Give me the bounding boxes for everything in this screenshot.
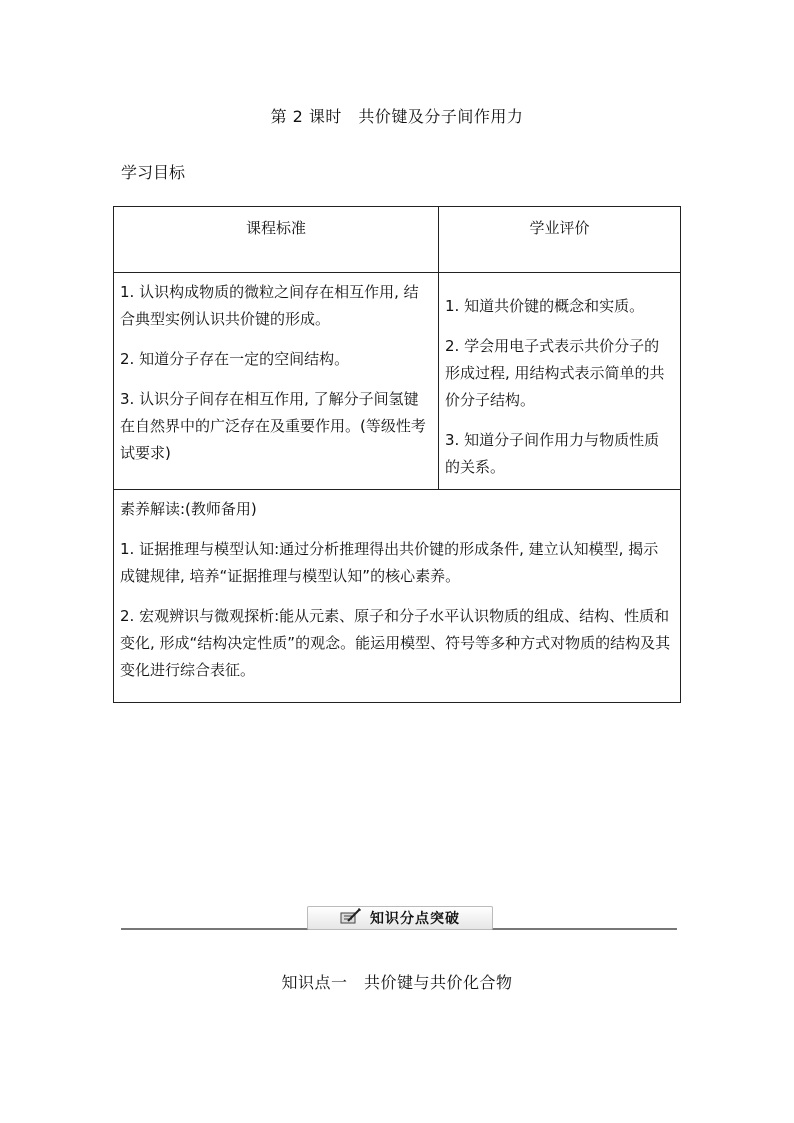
evaluation-cell	[439, 273, 681, 490]
standard-item: 3. 认识分子间存在相互作用, 了解分子间氢键在自然界中的广泛存在及重要作用。(等级性考试要求)	[120, 390, 426, 462]
section-divider	[121, 906, 677, 930]
evaluation-item: 1. 知道共价键的概念和实质。	[445, 297, 645, 315]
table-row	[114, 273, 681, 490]
table-row	[114, 490, 681, 703]
table-header-row	[114, 207, 681, 273]
header-evaluation: 学业评价	[439, 207, 681, 273]
evaluation-item: 2. 学会用电子式表示共价分子的形成过程, 用结构式表示简单的共价分子结构。	[445, 337, 665, 409]
pen-book-icon	[340, 907, 362, 929]
literacy-cell	[114, 490, 681, 703]
learning-goals-table	[113, 206, 681, 703]
literacy-item: 2. 宏观辨识与微观探析:能从元素、原子和分子水平认识物质的组成、结构、性质和变化, 形成“结构决定性质”的观念。能运用模型、符号等多种方式对物质的结构及其变化进行综合表征。	[120, 607, 671, 679]
divider-label: 知识分点突破	[370, 911, 460, 927]
literacy-item: 1. 证据推理与模型认知:通过分析推理得出共价键的形成条件, 建立认知模型, 揭示成键规律, 培养“证据推理与模型认知”的核心素养。	[120, 540, 659, 585]
standards-cell	[114, 273, 439, 490]
header-standards: 课程标准	[114, 207, 439, 273]
evaluation-item: 3. 知道分子间作用力与物质性质的关系。	[445, 431, 660, 476]
lesson-title: 第 2 课时 共价键及分子间作用力	[270, 107, 524, 126]
knowledge-point-title: 知识点一 共价键与共价化合物	[281, 973, 513, 992]
standard-item: 2. 知道分子存在一定的空间结构。	[120, 350, 350, 368]
literacy-heading: 素养解读:(教师备用)	[120, 500, 257, 518]
standard-item: 1. 认识构成物质的微粒之间存在相互作用, 结合典型实例认识共价键的形成。	[120, 283, 419, 328]
divider-badge	[307, 906, 493, 930]
section-label: 学习目标	[121, 163, 186, 182]
